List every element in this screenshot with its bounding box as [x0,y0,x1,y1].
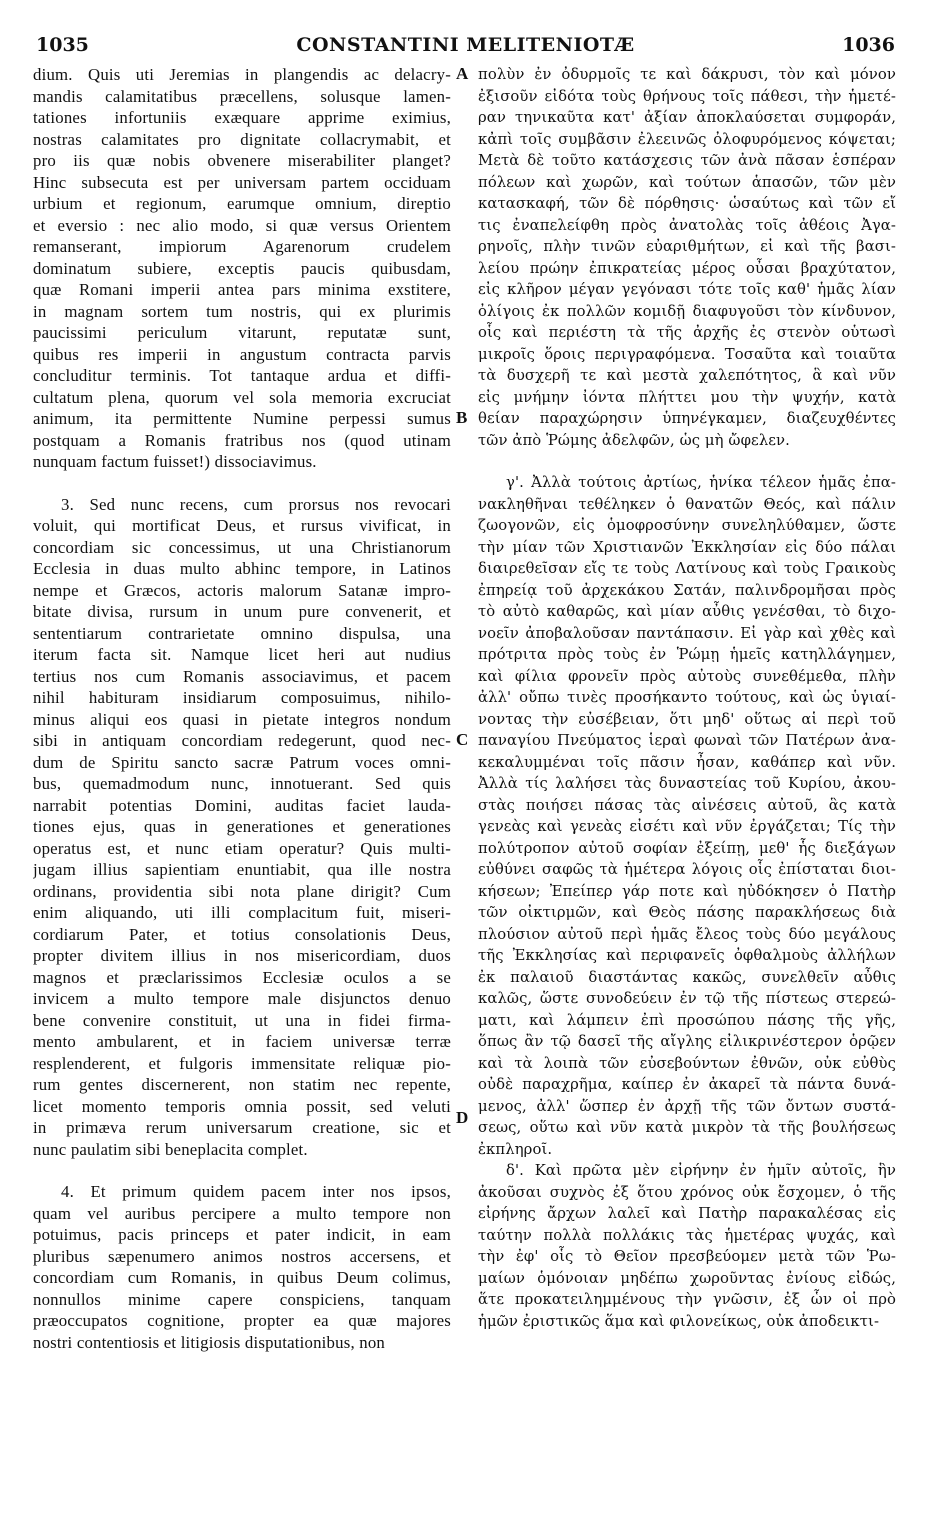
paragraph-gap [33,473,451,494]
latin-text-line: quæ Romani imperii antea pars minima exstitere, [33,280,451,299]
greek-text-line: μενος, ἀλλ' ὥσπερ ἐν ἀρχῇ τῆς τῶν ὄντων συστά- [478,1097,896,1115]
greek-text-line: σεως, οὕτω καὶ νῦν κατὰ μικρὸν τὰ τῆς βουλήσεως [478,1119,896,1136]
greek-text-line: καὶ τὰ λοιπὰ τῶν εὐσεβούντων ἐθνῶν, οὐκ εὐθὺς [478,1054,896,1072]
greek-text-line: πρότριτα πρὸς τοὺς ἐν Ῥώμῃ ἡμεῖς κατηλλάγημεν, [478,646,896,663]
margin-marker-b: B [456,408,468,427]
page-number-right: 1036 [842,34,895,56]
greek-text-line: Ἀλλὰ τίς λαλήσει τὰς δυναστείας τοῦ Κυρίου, ἀκου- [478,775,896,792]
latin-text-line: in primæva rerum universarum creatione, sic et [33,1118,451,1137]
greek-column [478,64,896,1332]
greek-text-line: εἰρήνης ἄρχων λαλεῖ καὶ Πατὴρ παρακαλέσας εἰς [478,1205,896,1222]
latin-text-line: voluit, qui mortificat Deus, et rursus vivificat, in [33,516,451,535]
greek-text-line: νακληθῆναι τεθέληκεν ὁ θανατῶν Θεός, καὶ πάλιν [478,495,896,513]
greek-text-line: τῆς Ἐκκλησίας καὶ περιφανεῖς ὀφθαλμοὺς ἀλλήλων [478,947,896,964]
greek-text-line: πολύτροπον αὐτοῦ σοφίαν ἐξείπῃ, μεθ' ἧς διεξάγων [478,839,896,857]
greek-text-line: κήσεων; Ἐπείπερ γάρ ποτε καὶ ηὐδόκησεν ὁ Πατὴρ [478,882,896,900]
latin-text-line: narrabit potentias Domini, auditas faciet lauda- [33,795,451,815]
latin-text-line: minus aliqui eos quasi in pietate integros nondum [33,709,451,729]
latin-text-line: concluditur terminis. Tot tantaque ardua et diffi- [33,366,451,385]
latin-text-line: nunquam factum fuisset!) dissociavimus. [33,452,317,471]
latin-text-line: ordinans, providentia sibi nota plane dirigit? Cum [33,881,451,901]
latin-text-line: pluribus sæpenumero animos nostros accersens, et [33,1246,451,1266]
latin-text-line: licet momento temporis omnia possit, sed veluti [33,1096,451,1116]
greek-text-line: μικροῖς ὅροις περιγραφόμενα. Τοσαῦτα καὶ τοιαῦτα [478,345,896,363]
greek-text-line: τῶν οἰκτιρμῶν, καὶ Θεὸς πάσης παρακλήσεως διὰ [478,904,896,921]
greek-text-line: οἷς καὶ περιέστη τὰ τῆς ἀρχῆς ἐς στενὸν οὑτωσὶ [478,324,896,341]
greek-text-line: διαιρεθεῖσαν εἴς τε τοὺς Λατίνους καὶ τοὺς Γραικοὺς [478,560,896,577]
latin-text-line: jugam illius sapientiam enuntiabit, qua ille nostra [33,860,451,879]
margin-marker-d: D [456,1108,469,1127]
latin-text-line: Hinc subsecuta est per universam partem occiduam [33,172,451,192]
latin-text-line: et eversio : nec alio modo, si quæ versus Orientem [33,215,451,235]
greek-text-line: κατασκαφή, τῶν δὲ πόρθησις· ὡσαύτως καὶ τῶν εἴ [478,195,896,212]
greek-text-line: ματι, καὶ λάμπειν ἐπὶ προσώπου πάσης τῆς γῆς, [478,1011,896,1029]
greek-text-line: πλούσιον αὐτοῦ περὶ ἡμᾶς ἔλεος τοὺς δύο μεγάλους [478,925,896,943]
latin-text-line: nostri contentiosis et litigiosis disputationibus, non [33,1332,386,1352]
greek-text-line: πόλεων καὶ χωρῶν, καὶ τούτων ἁπασῶν, τῶν μὲν [478,173,896,191]
latin-text-line: in magnam sortem tum nostris, qui ex plurimis [33,301,451,321]
greek-text-line: ζωογονῶν, εἰς ὁμοφροσύνην συνεληλύθαμεν, ὥστε [478,517,896,534]
page-number-left: 1035 [36,34,89,56]
greek-text-line: καὶ φίλια φρονεῖν πρὸς αὐτοὺς συνεθέμεθα, πλὴν [478,667,896,685]
greek-text-line: θείαν παραχώρησιν ὑπηνέγκαμεν, διαζευχθέντες [478,410,896,427]
greek-text-line: τὸ αὐτὸ καθαρῶς, καὶ μίαν αὖθις γενέσθαι, τὸ διχο- [478,603,896,620]
latin-text-line: concordiam cum Romanis, in quibus Deum colimus, [33,1268,451,1287]
latin-text-line: postquam a Romanis fratribus nos (quod utinam [33,430,451,450]
latin-text-line: enim aliquando, uti illi complacitum fuit, miseri- [33,903,451,922]
latin-text-line: invicem a multo tempore male disjunctos denuo [33,989,451,1008]
paragraph-gap [33,1160,451,1181]
greek-text-line: νοεῖν ἀποβαλοῦσαν παντάπασιν. Εἰ γὰρ καὶ χθὲς καὶ [478,624,896,642]
greek-text-line: καλῶς, ὥστε συνοδεύειν ἐν τῷ τῆς πίστεως στερεώ- [478,990,896,1007]
latin-text-line: cultatum plena, quorum vel sola memoria excruciat [33,387,451,407]
latin-text-line: pro iis quæ nobis obvenere miserabiliter planget? [33,151,451,170]
greek-text-line: ἀλλ' οὔπω τινὲς προσήκαντο τούτους, καὶ ὡς ὑγιαί- [478,689,896,706]
latin-text-line: propter divitem illius in nos misericordiam, duos [33,946,451,965]
latin-text-line: 4. Et primum quidem pacem inter nos ipsos, [61,1182,451,1201]
greek-text-line: ἀκοῦσαι συχνὸς ἐξ ὅτου χρόνος οὐκ ἔσχομεν, ὁ τῆς [478,1183,896,1201]
latin-text-line: nihil habituram insidiarum composuimus, nihilo- [33,688,451,707]
greek-text-line: ἐπηρείᾳ τοῦ ἀρχεκάκου Σατάν, παλινδρομῆσαι πρὸς [478,581,896,599]
greek-text-line: ἐξισοῦν εἰδότα τοὺς θρήνους τοῖς πάθεσι, τὴν ἡμετέ- [478,87,896,105]
latin-text-line: nostras calamitates pro dignitate collacrymabit, et [33,129,451,149]
latin-text-line: nonnullos minime capere conspiciens, tanquam [33,1289,451,1309]
latin-text-line: dum de Spiritu sancto sacræ Patrum voces omni- [33,752,451,772]
greek-text-line: παναγίου Πνεύματος ἱεραὶ φωναὶ τῶν Πατέρων ἀνα- [478,732,896,749]
greek-text-line: δ'. Καὶ πρῶτα μὲν εἰρήνην ἐν ἡμῖν αὐτοῖς, ἣν [506,1162,896,1179]
latin-text-line: quibus res imperii in angustum contracta parvis [33,344,451,364]
latin-text-line: potuimus, pacis princeps et pater indicit, in eam [33,1225,451,1244]
latin-text-line: concordiam sic concessimus, ut una Christianorum [33,537,451,557]
latin-text-line: tiones ejus, quas in generationes et generationes [33,817,451,836]
greek-text-line: κἀπὶ τοῖς συμβᾶσιν ἐλεεινῶς ὀλοφυρόμενος κόψεται; [478,130,896,148]
greek-text-line: ὅπως ἂν τῷ δασεῖ τῆς αἴγλης εἰλικρινέστερον ὁρῷεν [478,1033,896,1050]
greek-text-line: γ'. Ἀλλὰ τούτοις ἀρτίως, ἡνίκα τέλεον ἡμᾶς ἐπα- [506,474,896,491]
greek-text-line: τις ἐναπελείφθη πρὸς ἀνατολὰς τοῖς ἀθέοις Ἀγα- [478,216,896,234]
latin-text-line: iterum facta sit. Namque licet heri aut nudius [33,645,451,664]
latin-text-line: mento ambularent, et in faciem universæ terræ [33,1032,451,1051]
latin-text-line: bitate divisa, rursum in unum pure convenerit, et [33,602,451,621]
greek-text-line: ἐκπληροῖ. [478,1140,553,1158]
latin-text-line: quam vel auribus percipere a multo tempore non [33,1203,451,1223]
greek-text-line: λείου πρώην ἐπικρατείας μέρος οὖσαι βραχύτατον, [478,259,896,277]
running-title: CONSTANTINI MELITENIOTÆ [296,34,635,56]
paragraph-gap [478,451,896,472]
latin-text-line: sibi in antiquam concordiam redegerunt, quod nec- [33,731,451,750]
page-header [36,34,895,64]
latin-text-line: nempe et Græcos, actoris malorum Satanæ impro- [33,580,451,600]
latin-column [33,64,451,1353]
greek-text-line: πολὺν ἐν ὀδυρμοῖς τε καὶ δάκρυσι, τὸν καὶ μόνον [478,66,896,83]
greek-text-line: ἐκ παλαιοῦ διαστάντας κακῶς, συνελθεῖν αὖθις [478,968,896,986]
latin-text-line: tationes infortuniis exæquare apprime eximius, [33,108,451,127]
greek-text-line: τὰ δυσχερῆ τε καὶ μεστὰ χαλεπότητος, ἃ καὶ νῦν [478,367,896,384]
greek-text-line: ρηνοῖς, πλὴν τινῶν εὐαριθμήτων, εἰ καὶ τῆς βασι- [478,238,896,255]
margin-marker-a: A [456,64,469,83]
greek-text-line: τὴν μίαν τῶν Χριστιανῶν Ἐκκλησίαν εἰς δύο πάλαι [478,538,896,556]
greek-text-line: γενεὰς καὶ γενεὰς εἰσέτι καὶ νῦν ἐργάζεται; Τίς τὴν [478,818,896,835]
greek-text-line: τῶν ἀπὸ Ῥώμης ἀδελφῶν, ὡς μὴ ὤφελεν. [478,431,790,449]
greek-text-line: τὴν ἐφ' οἷς τὸ Θεῖον πρεσβεύομεν μετὰ τῶν Ῥω- [478,1248,896,1265]
latin-text-line: urbium et regionum, earumque omnium, direptio [33,194,451,213]
latin-text-line: tertius nos cum Romanis associavimus, et pacem [33,666,451,686]
latin-text-line: mandis calamitatibus præcellens, solusque lamen- [33,86,451,106]
greek-text-line: ταύτην πολλὰ πολλάκις τὰς ἡμετέρας ψυχάς, καὶ [478,1226,896,1244]
latin-text-line: dominatum subiere, exceptis paucis quibusdam, [33,258,451,278]
greek-text-line: ὀλίγοις ἐκ πολλῶν κομιδῇ διαφυγοῦσι τὸν κίνδυνον, [478,302,896,320]
greek-text-line: εἰς κλῆρον μέγαν γεγόνασι τότε τοῖς καθ' ἡμᾶς λίαν [478,281,896,298]
latin-text-line: dium. Quis uti Jeremias in plangendis ac delacry- [33,65,451,84]
latin-text-line: bene convenire constituit, ut una in fidei firma- [33,1010,451,1030]
greek-text-line: στὰς ποιήσει πάσας τὰς αἰνέσεις αὐτοῦ, ἃς κατὰ [478,796,896,814]
latin-text-line: Ecclesia in duas multo abhinc tempore, in Latinos [33,559,451,578]
latin-text-line: 3. Sed nunc recens, cum prorsus nos revocari [61,494,451,514]
greek-text-line: εἰς μνήμην ἰόντα πλήττει μου τὴν ψυχήν, κατὰ [478,388,896,406]
greek-text-line: οὐδὲ παραχρῆμα, καίπερ ἐν ἀκαρεῖ τὰ πάντα δυνά- [478,1076,896,1093]
greek-text-line: μαίων ὁμόνοιαν μηδέπω χωροῦντας ἐνίους εἰδώς, [478,1269,896,1287]
latin-text-line: bus, quemadmodum nunc, innotuerant. Sed quis [33,774,451,793]
greek-text-line: νοντας τὴν εὐσέβειαν, ὅτι μηδ' οὕτως αἱ περὶ τοῦ [478,710,896,728]
latin-text-line: cordiarum Pater, et totius consolationis Deus, [33,924,451,944]
latin-text-line: resplenderent, et fulgoris immensitate reliquæ pio- [33,1053,451,1073]
greek-text-line: ἡμῶν ἐριστικῶς ἅμα καὶ φιλονείκως, οὐκ ἀποδεικτι- [478,1312,880,1330]
latin-text-line: paucissimi periculum vitarunt, reputatæ sunt, [33,323,451,342]
latin-text-line: remanserant, impiorum Agarenorum crudelem [33,237,451,256]
latin-text-line: nunc paulatim sibi beneplacita complet. [33,1139,308,1159]
greek-text-line: ραν τηνικαῦτα κατ' ἀξίαν ἀποκλαύσεται συμφοράν, [478,109,896,126]
latin-text-line: magnos et præclarissimos Ecclesiæ oculos a se [33,967,451,987]
margin-marker-c: C [456,730,469,749]
latin-text-line: præoccupatos cognitione, propter ea quæ majores [33,1311,451,1330]
greek-text-line: ἅτε προκατειλημμένους τὴν γνῶσιν, ἐξ ὧν οἱ πρὸ [478,1291,896,1308]
latin-text-line: operatus est, et nunc etiam operatur? Quis multi- [33,838,451,858]
latin-text-line: animum, ita permittente Numine perpessi sumus [33,409,451,428]
latin-text-line: rum gentes discernerent, non statim nec repente, [33,1075,451,1094]
greek-text-line: εὐθύνει σαφῶς τὰ ἡμέτερα λόγοις οἷς ἐπίσταται διοι- [478,861,896,878]
greek-text-line: Μετὰ δὲ τοῦτο κατάσχεσις τῶν ἀνὰ πᾶσαν ἑσπέραν [478,152,896,169]
latin-text-line: sententiarum contrarietate omnino dispulsa, una [33,623,451,643]
greek-text-line: κεκαλυμμέναι τοῖς πᾶσιν ἦσαν, καθάπερ καὶ νῦν. [478,753,896,771]
